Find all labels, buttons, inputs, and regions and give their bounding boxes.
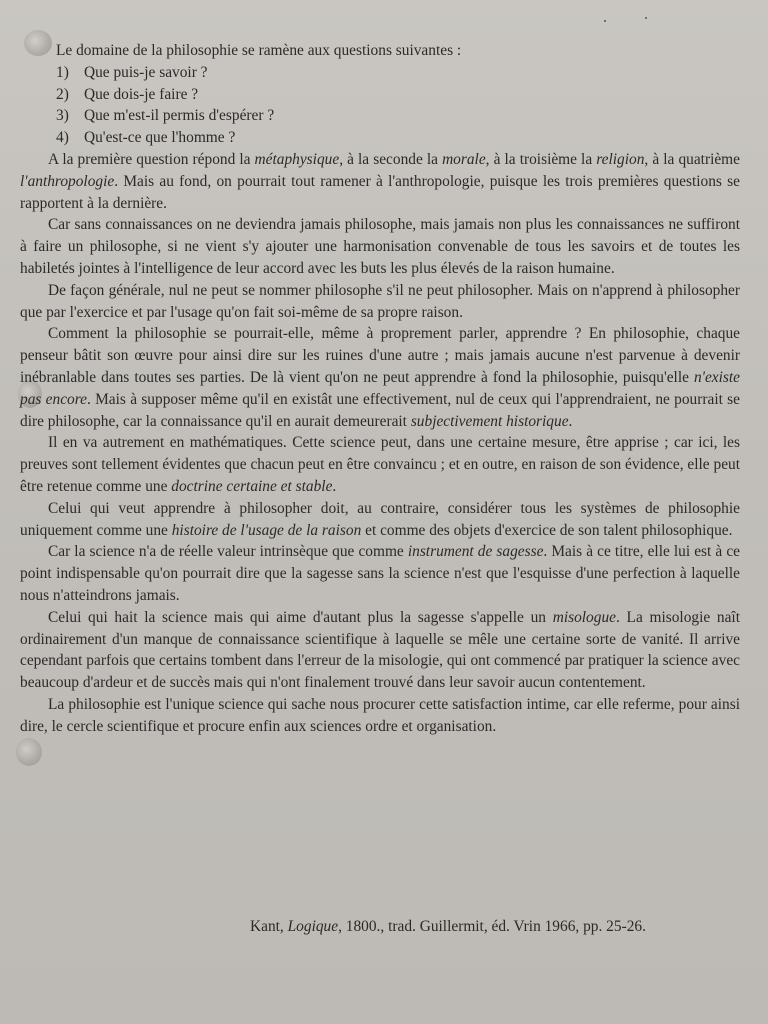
paragraph [20,541,740,606]
text-run: La philosophie est l'unique science qui sache nous procurer cette satisfaction intime, car elle referme, pour ainsi dire, le cercle scientifique et procure enfin aux sciences ordre et organisation. [20,695,740,735]
question-number: 2) [56,85,69,103]
text-run: . Mais au fond, on pourrait tout ramener à l'anthropologie, puisque les trois premières questions se rapportent à la dernière. [20,172,740,212]
italic-text: histoire de l'usage de la raison [171,521,362,539]
text-run: Kant, [250,918,288,935]
text-run: . [332,477,337,495]
text-run: . Mais à supposer même qu'il en existât une effectivement, nul de ceux qui l'apprendraient, ne pourrait se dire philosophe, car la connaissance qu'il en aurait demeurerait [20,390,740,430]
question-item [56,62,740,84]
paragraph [20,214,740,279]
text-run: . [568,412,573,430]
text-run: A la première question répond la [48,150,255,168]
text-run: , à la seconde la [339,150,443,168]
text-run: Car la science n'a de réelle valeur intrinsèque que comme [48,543,408,561]
text-run: Il en va autrement en mathématiques. Cette science peut, dans une certaine mesure, être apprise ; car ici, les preuves sont tellement évidentes que chacun peut en être convaincu ; et en outre, en raison de son évidence, elle peut être retenue comme une [20,434,740,495]
scan-speck [604,20,606,22]
text-run: De façon générale, nul ne peut se nommer philosophe s'il ne peut philosopher. Mais on n'apprend à philosopher que par l'exercice et par l'usage qu'on fait soi-même de sa propre raison. [20,281,740,321]
paragraph [20,280,740,324]
italic-text: subjectivement historique [410,412,569,430]
question-item [56,105,740,127]
text-run: Celui qui hait la science mais qui aime d'autant plus la sagesse s'appelle un [48,608,553,626]
question-item [56,84,740,106]
text-run: Comment la philosophie se pourrait-elle, même à proprement parler, apprendre ? En philosophie, chaque penseur bâtit son œuvre pour ainsi dire sur les ruines d'une autre ; mais jamais aucune n'est parvenue à devenir inébranlable dans toutes ses parties. De là vient qu'on ne peut apprendre à fond la philosophie, puisqu'elle [20,325,740,386]
document-page [20,40,740,738]
paragraph [20,323,740,432]
text-run: . La misologie naît ordinairement d'un manque de connaissance scientifique à laquelle se mêle une certaine sorte de vanité. Il arrive cependant parfois que certains tombent dans l'erreur de la misologie, qui ont commencé par pratiquer la science avec beaucoup d'ardeur et de succès mais qui n'ont finalement trouvé dans leur savoir aucun contentement. [20,608,740,692]
text-run: Car sans connaissances on ne deviendra jamais philosophe, mais jamais non plus les connaissances ne suffiront à faire un philosophe, si ne vient s'y ajouter une harmonisation convenable de tous les savoirs et de toutes les habiletés jointes à l'intelligence de leur accord avec les buts les plus élevés de la raison humaine. [20,216,740,277]
text-run: . Mais à ce titre, elle lui est à ce point indispensable qu'on pourrait dire que la sagesse sans la science n'est que l'esquisse d'une perfection à laquelle nous n'atteindrons jamais. [20,543,740,604]
italic-text: l'anthropologie [20,172,115,190]
question-number: 4) [56,129,69,147]
paragraph [20,149,740,214]
italic-text: religion [596,150,645,168]
italic-text: métaphysique [254,150,340,168]
questions-list [20,62,740,149]
italic-text: instrument de sagesse [407,543,544,561]
question-text: Que m'est-il permis d'espérer ? [84,107,275,125]
italic-text: doctrine certaine et stable [171,477,333,495]
question-number: 3) [56,107,69,125]
question-number: 1) [56,63,69,81]
punch-hole-bottom [16,738,42,766]
intro-line: Le domaine de la philosophie se ramène aux questions suivantes : [56,42,462,59]
question-item [56,127,740,149]
paragraph [20,607,740,694]
text-run: , à la troisième la [485,150,597,168]
paragraph [20,694,740,738]
text-run: et comme des objets d'exercice de son talent philosophique. [361,521,733,539]
citation [250,918,646,936]
text-run: Celui qui veut apprendre à philosopher doit, au contraire, considérer tous les systèmes de philosophie uniquement comme une [20,499,740,539]
italic-text: morale [442,150,486,168]
text-run: , 1800., trad. Guillermit, éd. Vrin 1966, pp. 25-26. [338,918,646,935]
text-run: , à la quatrième [644,150,740,168]
question-text: Que dois-je faire ? [84,85,199,103]
italic-text: n'existe pas encore [20,368,740,408]
question-text: Qu'est-ce que l'homme ? [84,129,236,147]
italic-text: misologue [552,608,616,626]
question-text: Que puis-je savoir ? [84,63,208,81]
scan-speck [645,17,647,19]
paragraph [20,498,740,542]
italic-text: Logique [287,918,339,935]
paragraph [20,432,740,497]
